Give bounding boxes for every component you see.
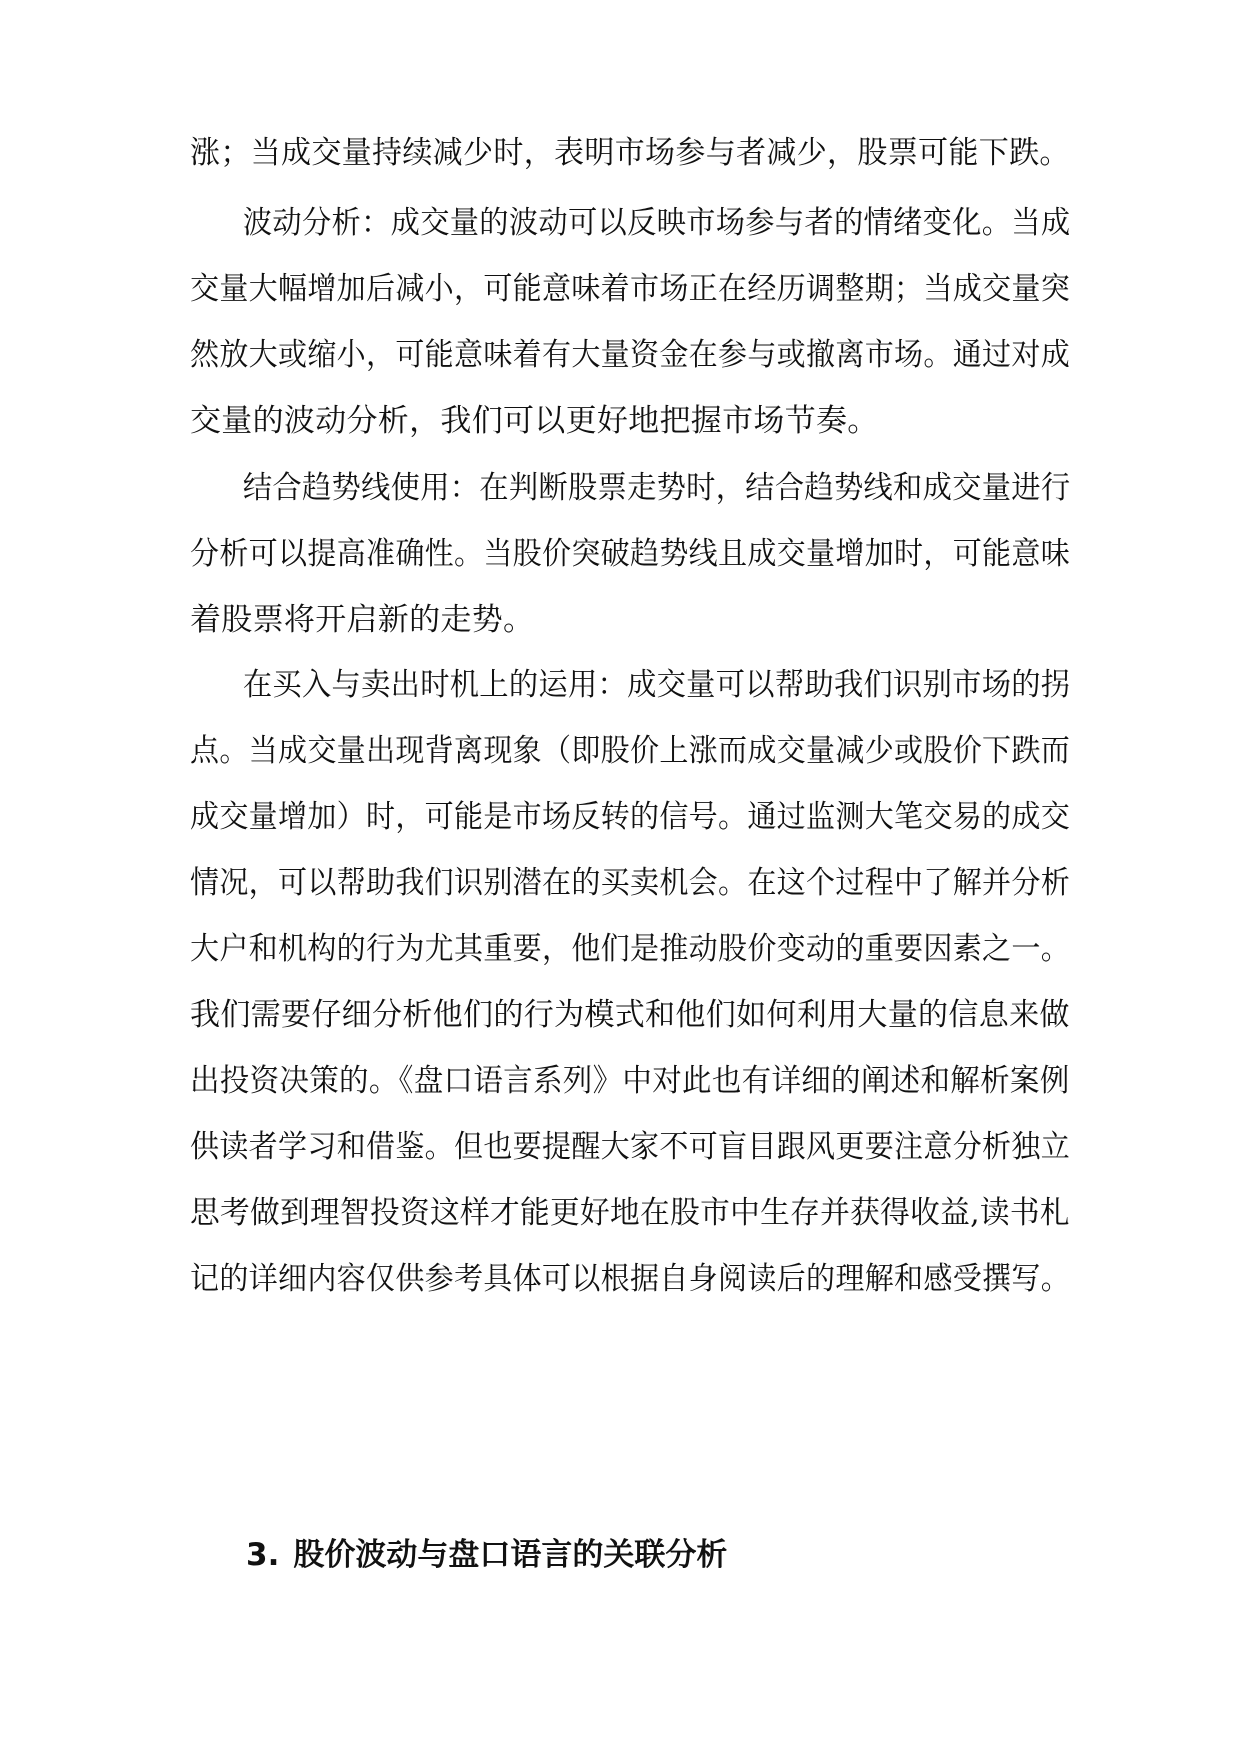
text-line: 交量的波动分析，我们可以更好地把握市场节奏。 <box>190 403 879 439</box>
text-line: 交量大幅增加后减小，可能意味着市场正在经历调整期；当成交量突 <box>190 271 1071 307</box>
text-line: 记的详细内容仅供参考具体可以根据自身阅读后的理解和感受撰写。 <box>190 1261 1071 1297</box>
text-line: 大户和机构的行为尤其重要，他们是推动股价变动的重要因素之一。 <box>190 931 1071 967</box>
text-line: 思考做到理智投资这样才能更好地在股市中生存并获得收益,读书札 <box>190 1195 1070 1231</box>
text-line: 供读者学习和借鉴。但也要提醒大家不可盲目跟风更要注意分析独立 <box>190 1129 1071 1165</box>
text-line: 点。当成交量出现背离现象（即股价上涨而成交量减少或股价下跌而 <box>190 733 1071 769</box>
text-line: 我们需要仔细分析他们的行为模式和他们如何利用大量的信息来做 <box>190 997 1070 1033</box>
section-title: 股价波动与盘口语言的关联分析 <box>293 1537 728 1573</box>
text-line: 结合趋势线使用：在判断股票走势时，结合趋势线和成交量进行 <box>242 470 1071 506</box>
paragraph-volatility-analysis <box>190 190 1070 454</box>
text-line: 着股票将开启新的走势。 <box>190 602 535 638</box>
text-line: 波动分析：成交量的波动可以反映市场参与者的情绪变化。当成 <box>242 205 1071 241</box>
paragraph-trendline <box>190 455 1070 653</box>
paragraph-continuation <box>190 120 1070 186</box>
section-number: 3. <box>246 1537 280 1573</box>
section-heading <box>246 1530 727 1580</box>
text-line: 分析可以提高准确性。当股价突破趋势线且成交量增加时，可能意味 <box>190 536 1071 572</box>
text-line: 成交量增加）时，可能是市场反转的信号。通过监测大笔交易的成交 <box>190 799 1071 835</box>
text-line: 在买入与卖出时机上的运用：成交量可以帮助我们识别市场的拐 <box>242 667 1071 703</box>
text-line: 情况，可以帮助我们识别潜在的买卖机会。在这个过程中了解并分析 <box>190 865 1071 901</box>
text-line: 然放大或缩小，可能意味着有大量资金在参与或撤离市场。通过对成 <box>190 337 1071 373</box>
text-line: 涨；当成交量持续减少时，表明市场参与者减少，股票可能下跌。 <box>190 135 1070 171</box>
text-line: 出投资决策的。《盘口语言系列》中对此也有详细的阐述和解析案例 <box>190 1063 1070 1099</box>
paragraph-timing <box>190 652 1070 1312</box>
